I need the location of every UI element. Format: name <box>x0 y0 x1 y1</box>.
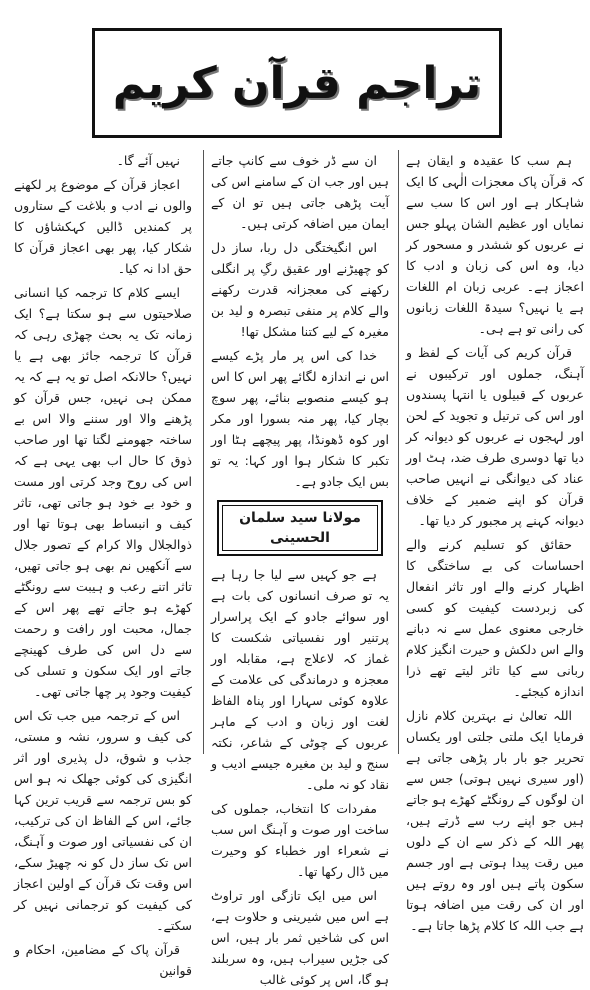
paragraph: خدا کی اس پر مار پڑے کیسے اس نے اندازہ لگائے پھر اس کا اس ہو کیسے منصوبے بنائے، پھر سوچ بچار کیا، پھر منہ بسورا اور مکر اور کوہ ڈھونڈا، پھر پیچھے ہٹا اور تکبر کا شکار ہوا اور کہا: یہ تو بس ایک جادو ہے۔ <box>211 348 389 489</box>
paragraph: قرآن کریم کی آیات کے لفظ و آہنگ، جملوں اور ترکیبوں نے عربوں کے قبیلوں یا انتہا پسندوں اور اس کی ترتیل و تجوید کے لحن اور لہجوں نے عربوں کو دیوانہ کر دیا تھا دوسری طرف ضد، ہٹ اور عناد کی دیوانگی نے انہیں صاحب قرآن کو اپنے ضمیر کے خلاف دیوانہ کہنے پر مجبور کر دیا تھا۔ <box>406 345 584 528</box>
paragraph: مفردات کا انتخاب، جملوں کی ساخت اور صوت و آہنگ اس سب نے شعراء اور خطباء کو وحیرت میں ڈال رکھا تھا۔ <box>211 801 389 879</box>
column-left <box>14 150 192 978</box>
calligraphy-title-banner <box>92 28 502 138</box>
author-byline-box <box>217 500 383 556</box>
paragraph: اللہ تعالیٰ نے بہترین کلام نازل فرمایا ایک ملتی جلتی اور یکساں تحریر جو بار بار پڑھی جاتی ہے (اور سیری نہیں ہوتی) جس سے ان لوگوں کے رونگٹے کھڑے ہو جاتے ہیں جو اپنے رب سے ڈرتے ہیں، پھر اللہ کے ذکر سے ان کے دلوں میں رقت پیدا ہوتی ہے اور جسم سکون پاتے ہیں اور وہ روتے ہیں اور ان کی رقت میں اضافہ ہوتا ہے جب اللہ کا کلام پڑھا جاتا ہے۔ <box>406 708 584 933</box>
paragraph: ہے جو کہیں سے لیا جا رہا ہے یہ تو صرف انسانوں کی بات ہے اور سوائے جادو کے ایک پراسرار پرتنیر اور نفسیاتی شکست کا غماز کہ لاعلاج ہے، مقابلہ اور معجزہ و درماندگی کی علامت کے علاوہ کوئی سہارا اور پناہ الفاظ لغت اور زبان و ادب کے ماہر عربوں کے چوٹی کے شاعر، نکتہ سنج و لید بن مغیرہ جیسے ادیب و نقاد کو نہ ملی۔ <box>211 567 389 792</box>
paragraph: اس کے ترجمہ میں جب تک اس کی کیف و سرور، نشہ و مستی، جذب و شوق، دل پذیری اور اثر انگیزی کی کوئی جھلک نہ ہو اس کو بس ترجمہ سے قریب ترین کہا جائے، اس کے الفاظ ان کی ترکیب، ان کی نفسیاتی اور صوت و آہنگ، اس تک ساز دل کو نہ چھیڑ سکے، اس وقت تک قرآن کے اولین اعجاز کی کیفیت کو ترجمانی نہیں کر سکتے۔ <box>14 708 192 933</box>
column-right <box>406 150 584 933</box>
author-name: مولانا سید سلمان الحسینی <box>222 505 378 551</box>
column-divider <box>203 150 204 754</box>
paragraph: اعجاز قرآن کے موضوع پر لکھنے والوں نے ادب و بلاغت کے ستاروں پر کمندیں ڈالیں کہکشاؤں کا شکار کیا، پھر بھی اعجاز قرآن کا حق ادا نہ کیا۔ <box>14 177 192 276</box>
paragraph: قرآن پاک کے مضامین، احکام و قوانین <box>14 942 192 978</box>
paragraph: ہم سب کا عقیدہ و ایقان ہے کہ قرآن پاک معجزات الٰہی کا ایک شاہکار ہے اور اس کا سب سے نمایاں اور عظیم الشان پہلو جس نے عربوں کو ششدر و مسحور کر دیا، وہ اس کی زبان و ادب کا اعجاز ہے۔ عربی زبان ام اللغات ہے یا نہیں؟ سیدۃ اللغات زبانوں کی رانی تو ہے ہی۔ <box>406 153 584 336</box>
column-divider <box>398 150 399 754</box>
paragraph: نہیں آئے گا۔ <box>116 153 180 168</box>
paragraph: اس انگیختگی دل ربا، ساز دل کو چھیڑنے اور عقیق رگِ پر انگلی رکھنے کی معجزانہ قدرت رکھنے والے کلام پر منفی تبصرہ و لید بن مغیرہ کے لیے کتنا مشکل تھا! <box>211 240 389 339</box>
paragraph: ایسے کلام کا ترجمہ کیا انسانی صلاحیتوں سے ہو سکتا ہے؟ ایک زمانہ تک یہ بحث چھڑی رہی کہ قرآن کا ترجمہ جائز بھی ہے یا نہیں؟ حالانکہ اصل تو یہ ہے کہ یہ ممکن ہی نہیں، جس قرآن کو پڑھنے والا اور سننے والا اس بے ساختہ جھومنے لگتا تھا اور صاحب ذوق کا حال اب بھی یہی ہے کہ اس کی روح وجد کرتی اور مست و خود بے خود ہو جاتی تھی، تاثر کیف و انبساط بھی ہوتا تھا اور ذوالجلال والا کرام کے تصور جلال سے آنکھیں نم بھی ہو جاتی تھیں، تاثر اتنے رعب و ہیبت سے رونگٹے کھڑے ہو جاتے تھے پھر اس کے جمال، محبت اور رافت و رحمت سے دل اس کی طرف کھینچے جاتے اور ایک سکون و تسلی کی کیفیت وجود پر چھا جاتی تھی۔ <box>14 285 192 699</box>
paragraph: حقائق کو تسلیم کرنے والے احساسات کی بے ساختگی کا اظہار کرنے والے اور تاثر انفعال کی زبردست کیفیت کو کسی خارجی معنوی عمل سے نہ دبانے والے اس دلکش و حیرت انگیز کلام ربانی سے کیا تاثر لیتے تھے ذرا اندازہ کیجئے۔ <box>406 537 584 699</box>
article-title: تراجم قرآن کریم <box>112 57 482 109</box>
paragraph: ان سے ڈر خوف سے کانپ جاتے ہیں اور جب ان کے سامنے اس کی آیت پڑھی جاتی ہیں تو ان کے ایمان میں اضافہ کرتی ہیں۔ <box>211 153 389 231</box>
column-middle <box>211 150 389 987</box>
article-header <box>0 0 590 140</box>
paragraph: اس میں ایک تازگی اور تراوٹ ہے اس میں شیرینی و حلاوت ہے، اس کی شاخیں ثمر بار ہیں، اس کی جڑیں سیراب ہیں، وہ سربلند ہو گا، اس پر کوئی غالب <box>211 888 389 987</box>
